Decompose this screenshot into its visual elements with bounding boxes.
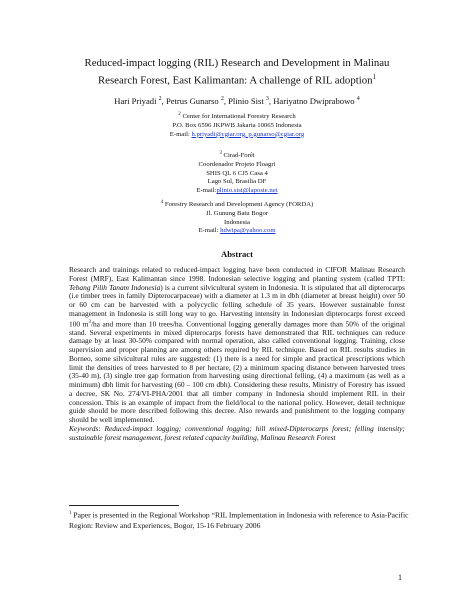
author-name: Hari Priyadi <box>114 95 157 106</box>
abstract-text: /ha and more than 10 trees/ha. Conventional logging generally damages more than 50% of the original stand. Several experiments in mixed dipterocarps forests have demonstrated that RIL techniques can reduce damage by at least 30-50% compared with normal operation, also called conventional logging. Training, close supervision and proper planning are among others required by RIL technique. Based on RIL results studies in Borneo, some silvicultural rules are suggested: (1) there is a need for simple and practical prescriptions which limit the densities of trees harvested to 8 per hectare, (2) a minimum spacing distance between harvested trees (35-40 m), (3) single tree gap formation from harvesting using directional felling, (4) a maximum (as well as a minimum) dbh limit for harvesting (60 – 100 cm dbh). Considering these results, Ministry of Forestry has issued a decree, SK No. 274/VI-PHA/2001 that all timber company in Indonesia should implement RIL in their concession. This is an example of impact from the field/local to the national policy. However, detail technique guide should be more described following this decree. Also rewards and punishment to the logging company should be well implemented. <box>69 318 405 425</box>
affiliation-address: Lago Sul, Brasilia DF <box>207 178 267 186</box>
page-number: 1 <box>398 573 402 582</box>
email-label: E-mail: <box>196 187 217 195</box>
abstract-superscript: 3 <box>88 319 91 325</box>
affiliation-address: P.O. Box 6596 JKPWB Jakarta 10065 Indonesia <box>172 121 302 129</box>
abstract-tpti-term: Tebang Pilih Tanam Indonesia <box>69 282 161 292</box>
abstract-body <box>69 266 405 442</box>
abstract-paragraph <box>69 266 405 425</box>
author-name: Petrus Gunarso <box>165 95 219 106</box>
affiliation-marker: 3 <box>219 151 222 156</box>
email-label: E-mail: <box>198 227 221 235</box>
affiliation-forda <box>80 199 394 236</box>
author-affiliation-marker: 2 <box>158 96 162 102</box>
title-line-2: Research Forest, East Kalimantan: A challenge of RIL adoption <box>97 74 373 87</box>
abstract-text: ) is a current silvicultural system in Indonesia. It is stipulated that all dipterocarps (i.e timber trees in family Dipterocarpaceae) with a diameter at 1.3 m in dbh (diameter at breast height) over 50 or 60 cm can be harvested with a polycyclic felling schedule of 35 years. However sustainable forest management in Indonesia is still long way to go. Harvesting intensity in Indonesian dipterocarps forest exceed 100 m <box>69 282 405 328</box>
affiliation-marker: 2 <box>178 112 181 117</box>
author-affiliation-marker: 4 <box>356 96 360 102</box>
affiliation-institution: Forestry Research and Development Agency (FORDA) <box>164 201 314 209</box>
affiliation-cirad <box>80 150 394 196</box>
footnote <box>69 509 409 531</box>
title-footnote-marker: 1 <box>372 73 377 81</box>
email-label: E-mail: <box>169 130 192 138</box>
affiliation-cifor <box>80 111 394 139</box>
author-list: Hari Priyadi $^2$, Petrus Gunarso $^2$, Plinio Sist $^3$, Hariyatno Dwiprabowo $^4$ <box>114 95 360 106</box>
title-line-1: Reduced-impact logging (RIL) Research and Development in Malinau <box>84 57 390 69</box>
abstract-text: Research and trainings related to reduced-impact logging have been conducted in CIFOR Malinau Research Forest (MRF), East Kalimantan since 1998. Indonesian selective logging and planting system (called TPTI: <box>69 265 405 283</box>
abstract-heading: Abstract <box>221 249 253 259</box>
affiliation-address: Indonesia <box>224 218 250 226</box>
affiliation-institution: Center for International Forestry Research <box>182 113 296 121</box>
email-link[interactable]: plinio.sist@laposte.net <box>216 187 278 195</box>
affiliation-address: Jl. Gunung Batu Bogor <box>205 209 269 217</box>
affiliation-institution: Cirad-Forêt <box>223 152 255 160</box>
footnote-marker: 1 <box>69 511 72 516</box>
email-link[interactable]: h.priyadi@cgiar.org, p.gunarso@cgiar.org <box>191 130 305 138</box>
author-affiliation-marker: 2 <box>220 96 224 102</box>
author-affiliation-marker: 3 <box>265 96 269 102</box>
affiliation-marker: 4 <box>160 200 164 205</box>
email-link[interactable]: hdwipa@yahoo.com <box>220 227 276 235</box>
affiliation-address: SHIS QL 6 CJ5 Casa 4 <box>206 169 268 177</box>
affiliation-address: Coordenador Projeto Floagri <box>198 160 276 168</box>
author-name: Plinio Sist <box>228 95 264 106</box>
paper-title <box>40 56 434 88</box>
author-name: Hariyatno Dwiprabowo <box>273 95 355 106</box>
keywords: Keywords: Reduced-impact logging; conventional logging; hill mixed-Dipterocarps forest; felling intensity; sustainable forest management, forest related capacity building, Malinau Research Forest <box>69 423 405 442</box>
footnote-divider <box>69 505 179 506</box>
footnote-text: Paper is presented in the Regional Workshop “RIL Implementation in Indonesia with reference to Asia-Pacific Region: Review and Experiences, Bogor, 15-16 February 2006 <box>69 510 409 530</box>
